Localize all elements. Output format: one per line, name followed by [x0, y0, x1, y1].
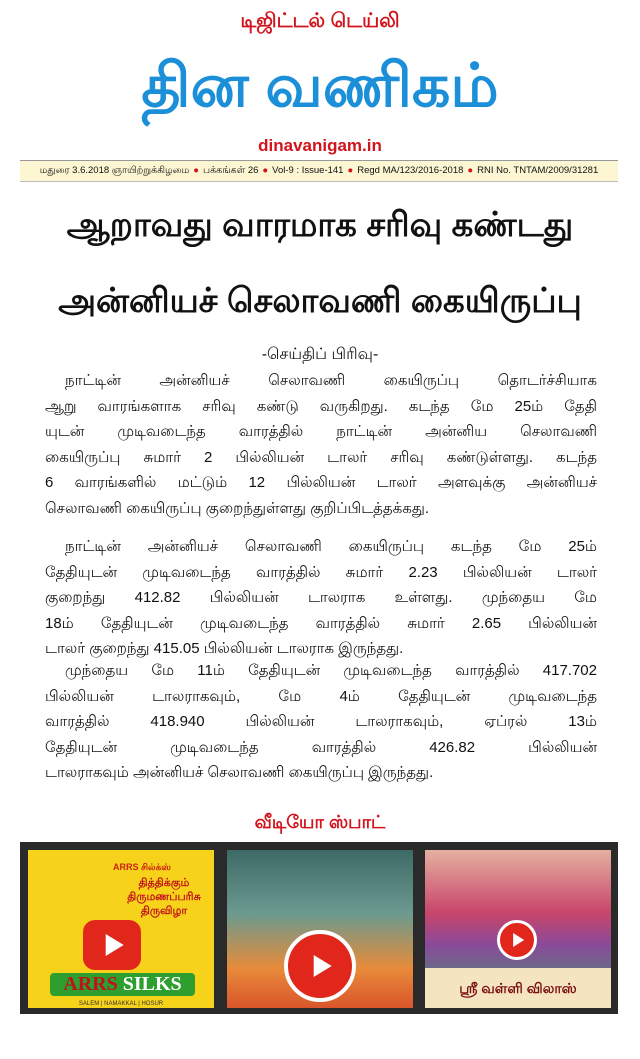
article-paragraph — [45, 658, 597, 786]
video-strip — [20, 842, 618, 1014]
play-icon[interactable] — [284, 930, 356, 1002]
bullet-icon: ● — [262, 165, 269, 176]
ad-locations: SALEM | NAMAKKAL | HOSUR — [78, 1001, 164, 1007]
byline: -செய்திப் பிரிவு- — [261, 346, 379, 363]
place-date: மதுரை 3.6.2018 ஞாயிற்றுக்கிழமை — [39, 165, 190, 176]
video-thumbnail-arrs-silks[interactable] — [28, 850, 214, 1008]
bullet-icon: ● — [467, 165, 474, 176]
text-line: 18ம் தேதியுடன் முடிவடைந்த வாரத்தில் சுமார் 2.65 பில்லியன் — [45, 614, 597, 632]
text-line: கையிருப்பு சுமார் 2 பில்லியன் டாலர் சரிவு கண்டுள்ளது. கடந்த — [45, 448, 597, 466]
headline-line-1: ஆறாவது வாரமாக சரிவு கண்டது — [66, 206, 574, 244]
text-line: தேதியுடன் முடிவடைந்த வாரத்தில் 426.82 பில்லியன் — [45, 738, 597, 756]
page-count: பக்கங்கள் 26 — [203, 165, 259, 176]
article-paragraph — [45, 368, 597, 521]
registration-number: Regd MA/123/2016-2018 — [357, 165, 464, 176]
brand-word-2: SILKS — [122, 973, 182, 995]
text-line: வாரத்தில் 418.940 பில்லியன் டாலராகவும், ஏப்ரல் 13ம் — [45, 713, 597, 730]
website-link[interactable]: dinavanigam.in — [258, 136, 382, 155]
headline-line-2: அன்னியச் செலாவணி கையிருப்பு — [58, 282, 582, 320]
edition-label: டிஜிட்டல் டெய்லி — [240, 10, 400, 32]
ad-promo-text: தித்திக்கும் திருமணப்பரிசு திருவிழா — [127, 877, 201, 917]
ad-brand — [50, 973, 195, 996]
text-line: தேதியுடன் முடிவடைந்த வாரத்தில் சுமார் 2.23 பில்லியன் டாலர் — [45, 563, 597, 581]
newspaper-masthead: தின வணிகம் — [141, 52, 499, 119]
play-icon[interactable] — [83, 920, 141, 970]
text-line: செலாவணி கையிருப்பு குறைந்துள்ளது குறிப்பிடத்தக்கது. — [45, 499, 430, 517]
text-line: நாட்டின் அன்னியச் செலாவணி கையிருப்பு தொடர்ச்சியாக — [65, 372, 597, 389]
text-line: முந்தைய மே 11ம் தேதியுடன் முடிவடைந்த வாரத்தில் 417.702 — [65, 662, 597, 679]
brand-word-1: ARRS — [63, 973, 118, 995]
video-thumbnail-2[interactable] — [227, 850, 413, 1008]
ad-brand-small: ARRS சில்க்ஸ் — [113, 862, 171, 872]
text-line: ஆறு வாரங்களாக சரிவு கண்டு வருகிறது. கடந்த மே 25ம் தேதி — [45, 397, 597, 415]
video-thumbnail-3[interactable] — [425, 850, 611, 1008]
text-line: நாட்டின் அன்னியச் செலாவணி கையிருப்பு கடந்த மே 25ம் — [65, 538, 597, 555]
play-icon[interactable] — [497, 920, 537, 960]
rni-number: RNI No. TNTAM/2009/31281 — [477, 165, 599, 176]
bullet-icon: ● — [347, 165, 354, 176]
text-line: குறைந்து 412.82 பில்லியன் டாலராக உள்ளது. முந்தைய மே — [45, 589, 597, 606]
bullet-icon: ● — [193, 165, 200, 176]
issue-info-bar — [20, 160, 618, 182]
text-line: யுடன் முடிவடைந்த வாரத்தில் நாட்டின் அன்னிய செலாவணி — [45, 423, 597, 440]
text-line: டாலர் குறைந்து 415.05 பில்லியன் டாலராக இருந்தது. — [45, 640, 404, 657]
volume-issue: Vol-9 : Issue-141 — [272, 165, 344, 176]
article-paragraph — [45, 534, 597, 662]
video-section-title: வீடியோ ஸ்பாட் — [254, 812, 386, 832]
ad-banner-text: ஸ்ரீ வள்ளி விலாஸ் — [425, 968, 611, 1008]
text-line: 6 வாரங்களில் மட்டும் 12 பில்லியன் டாலர் அளவுக்கு அன்னியச் — [45, 474, 597, 491]
text-line: டாலராகவும் அன்னியச் செலாவணி கையிருப்பு இருந்தது. — [45, 764, 434, 781]
text-line: பில்லியன் டாலராகவும், மே 4ம் தேதியுடன் முடிவடைந்த — [45, 687, 597, 705]
